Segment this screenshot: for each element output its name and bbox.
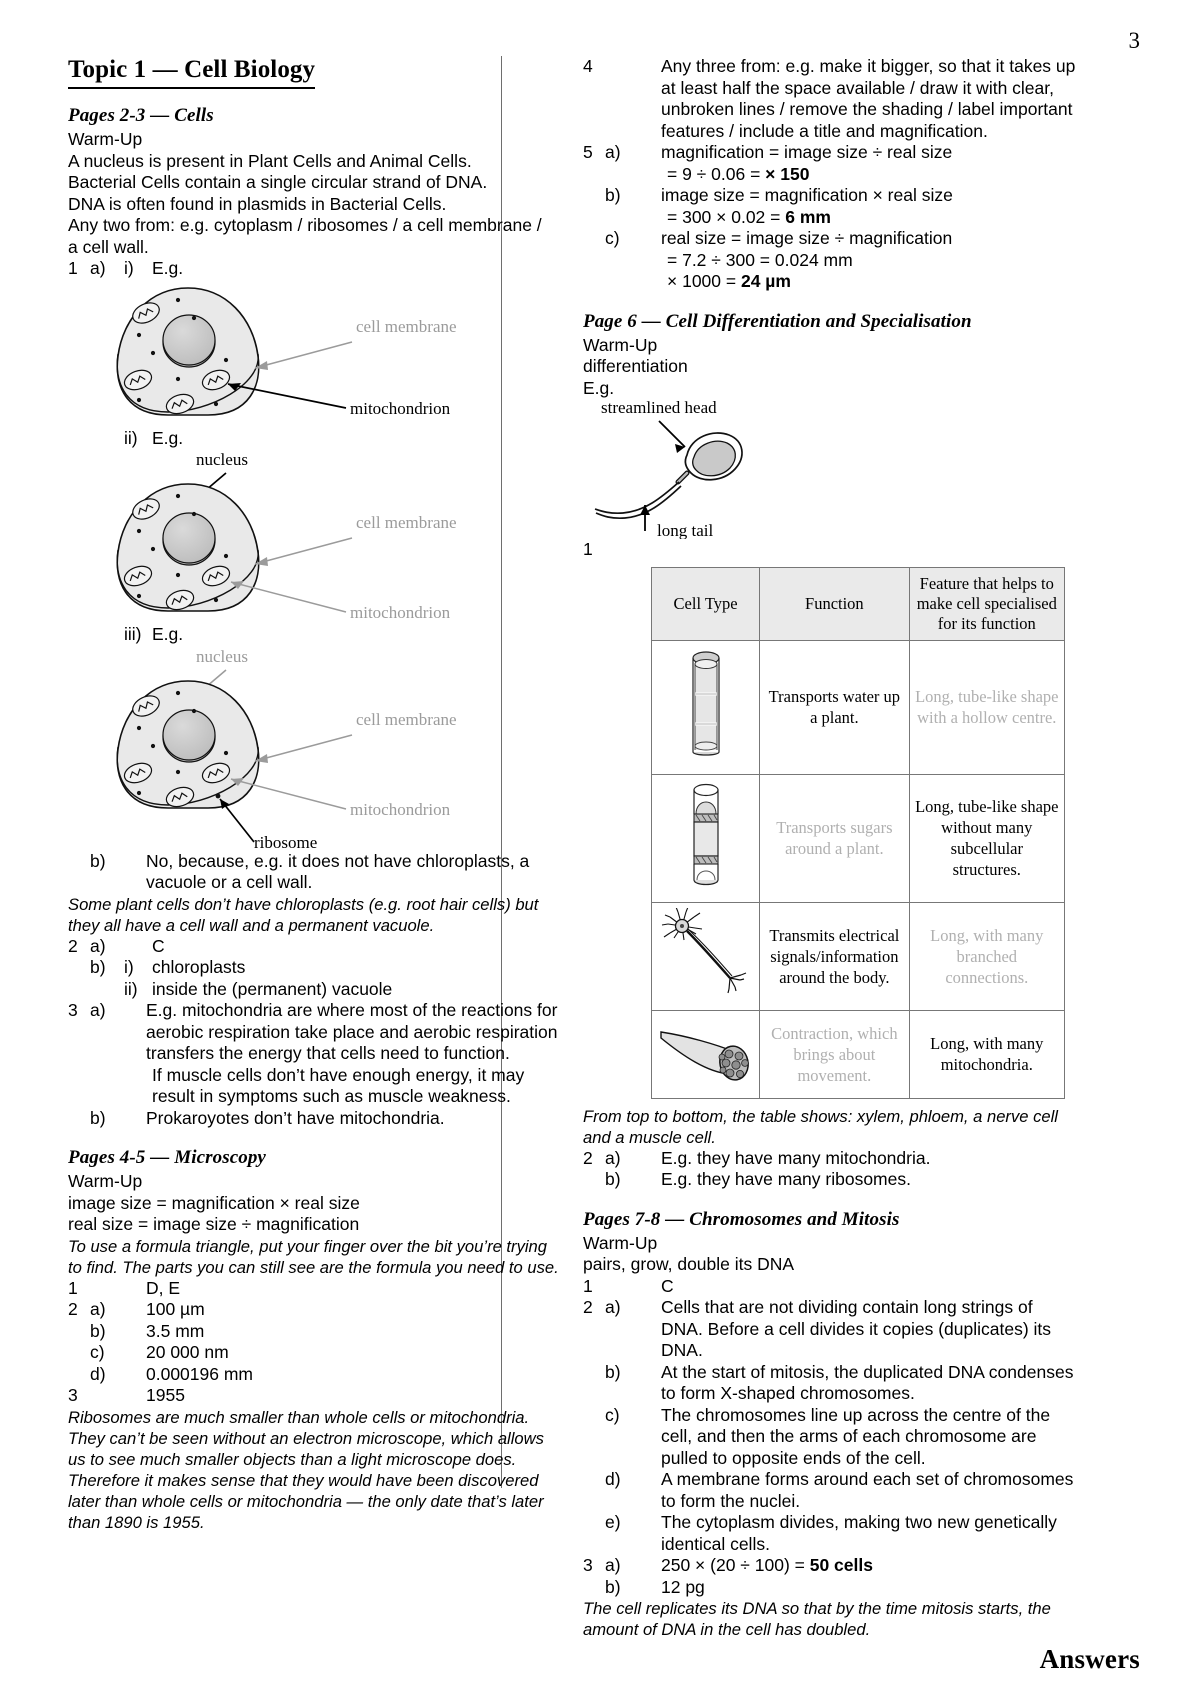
label-cell-membrane: cell membrane [356, 513, 457, 532]
tip-note: Ribosomes are much smaller than whole cells or mitochondria. They can’t be seen without an electron microscope, which allows us to see much smaller objects than a light microscope does. Therefore it makes sense that they would have been discovered later than whole cells or mitochondria — the only date that’s later than 1890 is 1955. [68, 1407, 544, 1532]
answer-row-m2b [68, 1321, 563, 1343]
answer-row-c2b [583, 1362, 1078, 1405]
cell-feature: Long, with many branched connections. [909, 902, 1064, 1010]
phloem-cell-icon [652, 774, 760, 902]
warmup-line: DNA is often found in plasmids in Bacterial Cells. [68, 193, 447, 214]
label-nucleus: nucleus [196, 450, 248, 469]
cell-function: Contraction, which brings about movement. [760, 1010, 909, 1098]
section-heading-mitosis: Pages 7-8 — Chromosomes and Mitosis [583, 1208, 900, 1230]
answer-text [661, 1555, 1078, 1577]
specialised-cells-table-wrap [583, 567, 1078, 1099]
right-column [583, 56, 1078, 1640]
answer-row-5c [583, 228, 1078, 250]
warmup-line: Any two from: e.g. cytoplasm / ribosomes / a cell membrane / [68, 215, 542, 235]
page-number: 3 [1128, 28, 1140, 53]
answer-text: chloroplasts [152, 957, 246, 977]
table-row [652, 774, 1065, 902]
answer-row-1b [68, 851, 563, 894]
answer-text: magnification = image size ÷ real size [661, 142, 953, 162]
warmup-line: Bacterial Cells contain a single circular strand of DNA. [68, 172, 488, 192]
answer-text: inside the (permanent) vacuole [152, 978, 393, 999]
page-title: Topic 1 — Cell Biology [68, 56, 315, 89]
answer-text: 20 000 nm [146, 1342, 229, 1362]
question-sub: a) [605, 1147, 621, 1168]
calc-result: 24 µm [740, 271, 791, 291]
answer-text: 12 pg [661, 1576, 705, 1597]
answer-calc-5b [583, 207, 1078, 229]
question-number: 2 [583, 1147, 593, 1168]
question-sub: c) [605, 1404, 620, 1425]
tip-note: To use a formula triangle, put your finger over the bit you’re trying to find. The parts you can still see are the formula you need to use. [68, 1236, 559, 1277]
answer-text: E.g. they have many ribosomes. [661, 1169, 911, 1189]
table-row [652, 640, 1065, 774]
question-sub: b) [605, 1169, 621, 1189]
col-header-cell-type: Cell Type [652, 567, 760, 640]
answer-row-5a [583, 142, 1078, 164]
xylem-cell-icon [652, 640, 760, 774]
warmup-answer: differentiation [583, 356, 688, 376]
muscle-cell-icon [652, 1010, 760, 1098]
answer-row-2bi [68, 957, 563, 979]
answer-text: The chromosomes line up across the centre of the cell, and then the arms of each chromosome are pulled to opposite ends of the cell. [661, 1404, 1051, 1468]
label-nucleus: nucleus [196, 646, 248, 666]
calc-text: 250 × (20 ÷ 100) = [661, 1555, 810, 1575]
answer-row-c3b [583, 1577, 1078, 1599]
section-heading-microscopy: Pages 4-5 — Microscopy [68, 1147, 266, 1168]
question-sub: b) [90, 957, 106, 977]
cell-diagram-iii [68, 646, 563, 851]
answer-row-d2a [583, 1148, 1078, 1170]
question-sub: a) [90, 1000, 106, 1020]
footer-answers: Answers [1039, 1644, 1140, 1674]
cell-function: Transports sugars around a plant. [760, 774, 909, 902]
calc-result: 6 mm [785, 206, 831, 227]
answer-row-c1 [583, 1276, 1078, 1298]
answer-row-2bii [68, 979, 563, 1001]
col-header-feature: Feature that helps to make cell specialised for its function [909, 567, 1064, 640]
calc-text: = 300 × 0.02 = [667, 206, 786, 227]
cell-function: Transmits electrical signals/information around the body. [760, 902, 909, 1010]
question-number: 2 [68, 935, 78, 956]
calc-text: × 1000 = [667, 271, 741, 291]
cell-feature: Long, with many mitochondria. [909, 1010, 1064, 1098]
answer-text: Prokaroyotes don’t have mitochondria. [146, 1107, 445, 1128]
warmup-label: Warm-Up [583, 1232, 658, 1253]
question-sub: a) [90, 1299, 106, 1319]
table-row [652, 1010, 1065, 1098]
answer-row-c3a [583, 1555, 1078, 1577]
answer-text: E.g. they have many mitochondria. [661, 1147, 931, 1168]
warmup-answer: pairs, grow, double its DNA [583, 1254, 795, 1274]
answer-row-m2a [68, 1299, 563, 1321]
section-heading-cells: Pages 2-3 — Cells [68, 105, 214, 126]
answer-text: 0.000196 mm [146, 1363, 254, 1384]
question-sub: e) [605, 1512, 621, 1532]
table-header-row [652, 567, 1065, 640]
question-sub: b) [90, 850, 106, 871]
calc-result: × 150 [765, 163, 810, 184]
answer-text: E.g. mitochondria are where most of the reactions for aerobic respiration take place and aerobic respiration transfers the energy that cells need to function. [146, 1000, 558, 1063]
question-number: 3 [68, 1000, 78, 1020]
cell-function: Transports water up a plant. [760, 640, 909, 774]
answer-row-c2a [583, 1297, 1078, 1362]
question-subsub: ii) [124, 427, 138, 448]
specialised-cells-table [651, 567, 1065, 1099]
question-subsub: i) [124, 957, 134, 977]
table-row [652, 902, 1065, 1010]
question-sub: d) [605, 1469, 621, 1489]
label-streamlined-head: streamlined head [601, 399, 717, 417]
answer-row-c2e [583, 1512, 1078, 1555]
cell-diagram-ii [68, 449, 563, 624]
answer-row-d2b [583, 1169, 1078, 1191]
question-number: 3 [68, 1385, 78, 1405]
answer-text: At the start of mitosis, the duplicated DNA condenses to form X-shaped chromosomes. [661, 1361, 1074, 1403]
warmup-line: A nucleus is present in Plant Cells and Animal Cells. [68, 150, 472, 171]
answer-calc-5a [583, 164, 1078, 186]
answer-row-1aii [68, 428, 563, 450]
question-sub: a) [90, 935, 106, 956]
answer-row-m1 [68, 1278, 563, 1300]
question-sub: a) [605, 1297, 621, 1317]
warmup-label: Warm-Up [68, 129, 143, 149]
question-number: 2 [68, 1299, 78, 1319]
answer-row-m2d [68, 1364, 563, 1386]
answer-text: C [661, 1275, 674, 1296]
answer-text: Cells that are not dividing contain long strings of DNA. Before a cell divides it copies (duplicates) its DNA. [661, 1297, 1052, 1360]
answer-text: C [152, 935, 165, 956]
answer-text: The cytoplasm divides, making two new genetically identical cells. [661, 1512, 1057, 1554]
question-sub: b) [605, 1361, 621, 1382]
tip-note: The cell replicates its DNA so that by the time mitosis starts, the amount of DNA in the cell has doubled. [583, 1599, 1051, 1639]
answer-text: image size = magnification × real size [661, 185, 953, 205]
answer-text: D, E [146, 1277, 181, 1298]
calc-text: = 9 ÷ 0.06 = [667, 163, 766, 184]
question-number: 3 [583, 1555, 593, 1575]
formula-line: real size = image size ÷ magnification [68, 1214, 360, 1234]
question-sub: d) [90, 1363, 106, 1384]
question-sub: a) [90, 258, 106, 278]
warmup-label: Warm-Up [68, 1171, 143, 1191]
label-mitochondrion: mitochondrion [350, 799, 451, 819]
label-mitochondrion: mitochondrion [350, 398, 451, 418]
answer-row-c2d [583, 1469, 1078, 1512]
cell-feature: Long, tube-like shape without many subcellular structures. [909, 774, 1064, 902]
question-number: 1 [68, 1277, 78, 1298]
question-subsub: iii) [124, 624, 142, 644]
question-number: 2 [583, 1297, 593, 1317]
tip-note: From top to bottom, the table shows: xylem, phloem, a nerve cell and a muscle cell. [583, 1106, 1058, 1147]
left-column [68, 56, 563, 1533]
answer-text: real size = image size ÷ magnification [661, 228, 953, 248]
question-sub: a) [605, 142, 621, 162]
question-number: 1 [583, 539, 593, 559]
question-sub: b) [605, 185, 621, 205]
nerve-cell-icon [652, 902, 760, 1010]
label-cell-membrane: cell membrane [356, 709, 457, 729]
question-sub: b) [90, 1320, 106, 1341]
answer-text: Any three from: e.g. make it bigger, so that it takes up at least half the space available / draw it with clear, unbroken lines / remove the shading / label important features / include a title and magnification. [661, 56, 1076, 141]
answer-text: No, because, e.g. it does not have chloroplasts, a vacuole or a cell wall. [146, 850, 530, 892]
answer-row-m2c [68, 1342, 563, 1364]
answer-row-3a [68, 1000, 563, 1065]
question-subsub: ii) [124, 978, 138, 999]
answer-calc-5c-1: = 7.2 ÷ 300 = 0.024 mm [667, 249, 853, 270]
answer-text-cont: If muscle cells don’t have enough energy, it may result in symptoms such as muscle weakness. [152, 1064, 525, 1106]
question-number: 4 [583, 56, 593, 76]
question-number: 1 [583, 1275, 593, 1296]
answer-calc-5c-2 [583, 271, 1078, 293]
answer-row-5b [583, 185, 1078, 207]
answer-row-1ai [68, 258, 563, 280]
answer-row-3b [68, 1108, 563, 1130]
answer-row-1aiii [68, 624, 563, 646]
question-sub: a) [605, 1555, 621, 1575]
question-sub: c) [605, 228, 620, 248]
answer-row-m3 [68, 1385, 563, 1407]
question-number: 5 [583, 142, 593, 162]
section-heading-differentiation: Page 6 — Cell Differentiation and Specialisation [583, 310, 972, 332]
warmup-line: a cell wall. [68, 236, 149, 257]
col-header-function: Function [760, 567, 909, 640]
answer-text: 3.5 mm [146, 1320, 205, 1341]
calc-result: 50 cells [809, 1555, 873, 1575]
warmup-label: Warm-Up [583, 334, 658, 355]
label-ribosome: ribosome [254, 832, 318, 851]
answer-row-table-number [583, 539, 1078, 561]
answer-text: 100 µm [146, 1299, 205, 1319]
tip-note: Some plant cells don’t have chloroplasts (e.g. root hair cells) but they all have a cell wall and a permanent vacuole. [68, 894, 539, 935]
answer-text: E.g. [152, 624, 184, 644]
answer-row-c2c [583, 1405, 1078, 1470]
answer-text: E.g. [152, 427, 184, 448]
sperm-cell-diagram [583, 399, 1078, 539]
question-subsub: i) [124, 258, 134, 278]
question-sub: b) [605, 1576, 621, 1597]
answer-text: 1955 [146, 1385, 185, 1405]
eg-label: E.g. [583, 377, 615, 398]
answer-text: A membrane forms around each set of chromosomes to form the nuclei. [661, 1469, 1074, 1511]
label-cell-membrane: cell membrane [356, 316, 457, 336]
formula-line: image size = magnification × real size [68, 1192, 360, 1213]
answer-text: E.g. [152, 258, 184, 278]
answer-row-4 [583, 56, 1078, 142]
answer-row-2a [68, 936, 563, 958]
cell-diagram-i [68, 280, 563, 428]
question-sub: b) [90, 1107, 106, 1128]
question-number: 1 [68, 258, 78, 278]
question-sub: c) [90, 1342, 105, 1362]
label-long-tail: long tail [657, 521, 714, 539]
cell-feature: Long, tube-like shape with a hollow centre. [909, 640, 1064, 774]
label-mitochondrion: mitochondrion [350, 603, 451, 622]
